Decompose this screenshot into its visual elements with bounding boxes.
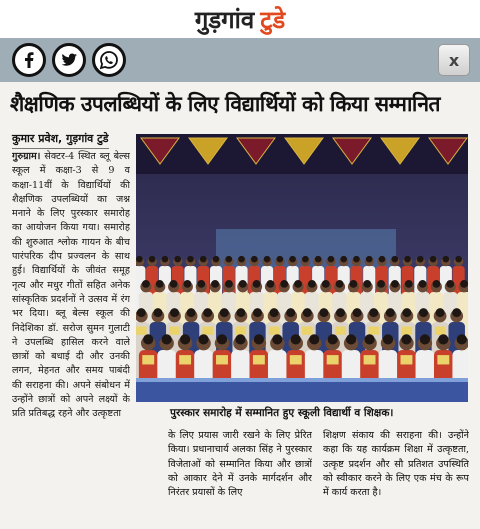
twitter-share-button[interactable]	[52, 43, 86, 77]
whatsapp-share-button[interactable]	[92, 43, 126, 77]
article-photo	[136, 134, 468, 402]
newspaper-clipping	[0, 82, 480, 529]
article-dateline: गुरुग्राम।	[12, 151, 41, 162]
article-column-1-text: सेक्टर-4 स्थित ब्लू बेल्स स्कूल में कक्षा-3 से 9 व कक्षा-11वीं के विद्यार्थियों की शैक्षणिक उपलब्धियों का जश्न मनाने के लिए पुरस्कार समारोह का आयोजन किया गया। समारोह की शुरुआत श्लोक गायन के बीच पारंपरिक दीप प्रज्वलन के साथ हुई। विद्यार्थियों के जीवंत समूह नृत्य और मधुर गीतों सहित अनेक सांस्कृतिक प्रदर्शनों ने उत्सव में रंग भर दिया। ब्लू बेल्स स्कूल की निदेशिका डॉ. सरोज सुमन गुलाटी ने उपलब्धि हासिल करने वाले छात्रों को बधाई दी और उनकी लगन, मेहनत और समय पाबंदी की सराहना की। अपने संबोधन में उन्होंने छात्रों को अपने लक्ष्यों के प्रति प्रतिबद्ध रहने और उत्कृष्टता	[12, 151, 130, 420]
close-button[interactable]	[438, 44, 470, 76]
whatsapp-icon	[99, 50, 119, 70]
award-ceremony-photo	[136, 134, 468, 402]
facebook-icon	[19, 50, 39, 70]
article-column-3: शिक्षण संकाय की सराहना की। उन्होंने कहा कि यह कार्यक्रम शिक्षा में उत्कृष्टता, उत्कृष्ट प्रदर्शन और सौ प्रतिशत उपस्थिति को स्वीकार करने के लिए एक मंच के रूप में कार्य करता है।	[323, 430, 469, 499]
article-byline: कुमार प्रवेश, गुड़गांव टुडे	[12, 131, 109, 149]
close-icon: x	[448, 50, 460, 70]
article-column-2: के लिए प्रयास जारी रखने के लिए प्रेरित किया। प्रधानाचार्य अलका सिंह ने पुरस्कार विजेताओं को सम्मानित किया और छात्रों को आकार देने में उनके मार्गदर्शन और निरंतर प्रयासों के लिए	[168, 430, 312, 499]
share-bar	[0, 38, 480, 82]
masthead	[0, 0, 480, 38]
article-column-1	[12, 150, 130, 529]
photo-caption: पुरस्कार समारोह में सम्मानित हुए स्कूली विद्यार्थी व शिक्षक।	[170, 407, 394, 419]
twitter-icon	[59, 50, 79, 70]
masthead-title-part1: गुड़गांव	[194, 5, 255, 34]
masthead-title-part2: टुडे	[260, 5, 286, 34]
facebook-share-button[interactable]	[12, 43, 46, 77]
article-headline: शैक्षणिक उपलब्धियों के लिए विद्यार्थियों को किया सम्मानित	[10, 92, 440, 116]
